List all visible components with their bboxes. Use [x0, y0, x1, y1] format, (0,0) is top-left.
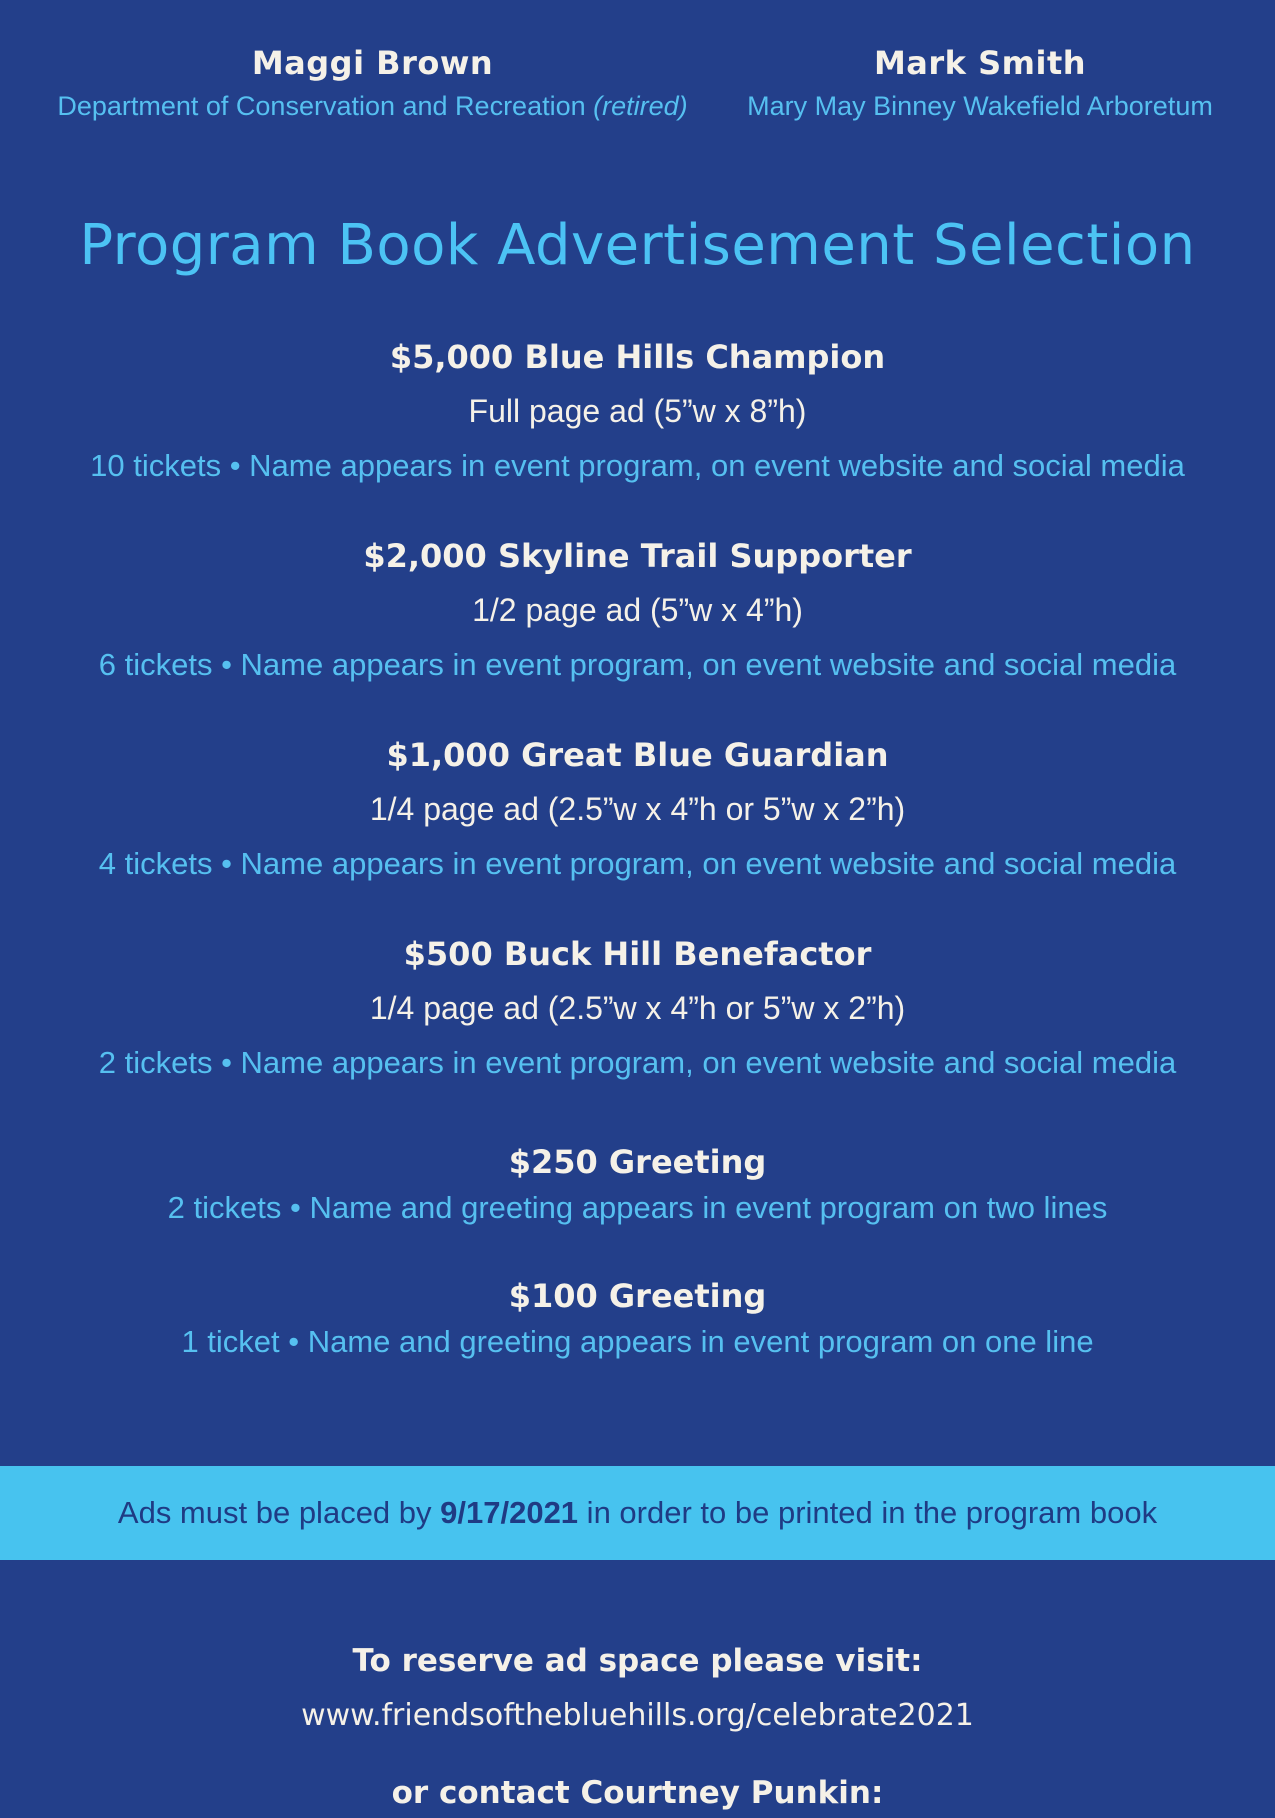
banner-text-after: in order to be printed in the program book [578, 1495, 1158, 1530]
tier-greeting-250 [0, 1137, 1275, 1229]
section-heading: Program Book Advertisement Selection [79, 213, 1196, 278]
honoree-name: Mark Smith [873, 44, 1087, 82]
tier-greeting-100 [0, 1271, 1275, 1363]
tier-benefits: 4 tickets • Name appears in event program, on event website and social media [98, 846, 1177, 881]
honoree-affiliation: Mary May Binney Wakefield Arboretum [747, 91, 1213, 121]
tier-benefits: 2 tickets • Name appears in event program, on event website and social media [98, 1045, 1177, 1080]
affiliation-note: (retired) [593, 91, 688, 121]
tier-title: $100 Greeting [508, 1277, 767, 1315]
reserve-link[interactable]: www.friendsofthebluehills.org/celebrate2021 [301, 1698, 974, 1733]
tier-benefits: 10 tickets • Name appears in event program, on event website and social media [90, 448, 1185, 483]
affiliation-text: Department of Conservation and Recreation [57, 91, 586, 121]
deadline-banner [0, 1466, 1275, 1560]
tier-ad-size: 1/4 page ad (2.5”w x 4”h or 5”w x 2”h) [369, 791, 906, 827]
reserve-section [0, 1636, 1275, 1746]
honorees-section [0, 40, 1275, 140]
tier-title: $5,000 Blue Hills Champion [389, 338, 886, 376]
tier-supporter [0, 529, 1275, 693]
tier-title: $2,000 Skyline Trail Supporter [363, 537, 912, 575]
honoree-mark-smith [740, 40, 1220, 126]
tier-benefactor [0, 927, 1275, 1091]
tier-guardian [0, 728, 1275, 892]
reserve-label: To reserve ad space please visit: [352, 1643, 923, 1679]
tier-ad-size: 1/4 page ad (2.5”w x 4”h or 5”w x 2”h) [369, 990, 906, 1026]
tier-benefits: 2 tickets • Name and greeting appears in event program on two lines [167, 1190, 1108, 1225]
tier-title: $1,000 Great Blue Guardian [386, 736, 889, 774]
honoree-maggi-brown [40, 40, 705, 126]
contact-line: or contact Courtney Punkin: [391, 1775, 884, 1811]
honoree-name: Maggi Brown [251, 44, 494, 82]
deadline-date: 9/17/2021 [440, 1495, 579, 1530]
tier-title: $250 Greeting [508, 1143, 767, 1181]
tier-benefits: 6 tickets • Name appears in event program, on event website and social media [98, 647, 1177, 682]
honoree-affiliation [40, 86, 705, 126]
tier-title: $500 Buck Hill Benefactor [403, 935, 872, 973]
tier-champion [0, 330, 1275, 494]
tier-ad-size: Full page ad (5”w x 8”h) [468, 393, 807, 429]
tier-benefits: 1 ticket • Name and greeting appears in event program on one line [181, 1324, 1094, 1359]
tier-ad-size: 1/2 page ad (5”w x 4”h) [472, 592, 803, 628]
banner-text-before: Ads must be placed by [117, 1495, 441, 1530]
